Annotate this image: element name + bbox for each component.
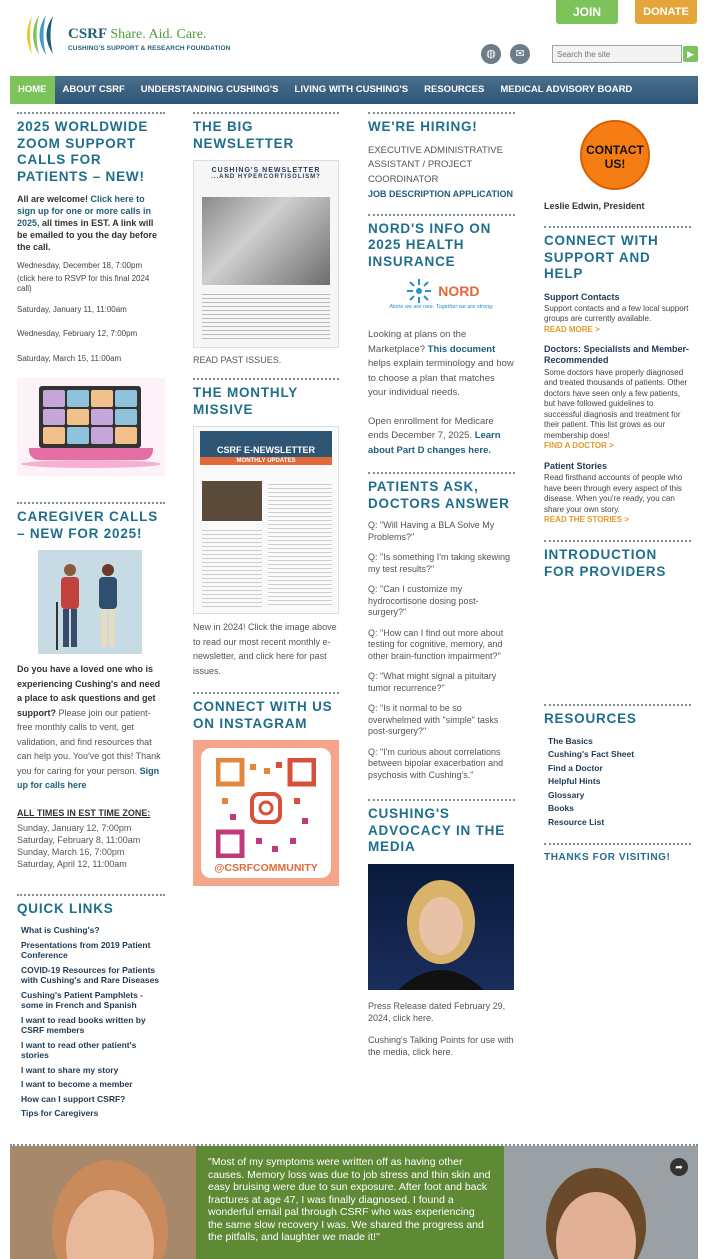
qr-code-icon <box>216 758 316 858</box>
globe-icon[interactable]: ◍ <box>481 44 501 64</box>
question-link[interactable]: Q: "What might signal a pituitary tumor recurrence?" <box>368 671 497 693</box>
quick-link[interactable]: I want to read other patient's stories <box>21 1039 137 1060</box>
resources-heading: RESOURCES <box>544 704 691 728</box>
monthly-body: New in 2024! Click the image above to read our most recent monthly e-newsletter, and click here for past issues. <box>193 622 337 676</box>
big-newsletter-heading: THE BIG NEWSLETTER <box>193 112 339 152</box>
logo-subtitle: CUSHING'S SUPPORT & RESEARCH FOUNDATION <box>68 45 231 52</box>
connect-heading: CONNECT WITH SUPPORT AND HELP <box>544 226 691 283</box>
newsletter-cover-subtitle: ...AND HYPERCORTISOLISM? <box>211 174 321 180</box>
caregiver-calls-heading: CAREGIVER CALLS – NEW FOR 2025! <box>17 502 165 542</box>
logo-name: CSRF Share. Aid. Care. <box>68 26 207 42</box>
column-newsletters <box>193 112 339 886</box>
zoom-calls-heading: 2025 WORLDWIDE ZOOM SUPPORT CALLS FOR PATIENTS – NEW! <box>17 112 165 185</box>
nord-tagline: Alone we are rare. Together we are strong. <box>389 304 494 310</box>
call-date: Saturday, March 15, 11:00am <box>17 353 122 363</box>
zoom-laptop-image <box>17 378 165 476</box>
question-link[interactable]: Q: "I'm curious about correlations between bipolar exacerbation and psychosis with Cushing's." <box>368 746 504 780</box>
advocate-photo <box>368 864 514 990</box>
video-grid <box>39 386 141 448</box>
quick-links-heading: QUICK LINKS <box>17 894 165 918</box>
resource-link[interactable]: Cushing's Fact Sheet <box>548 749 635 759</box>
newsletter-cover-title: CUSHING'S NEWSLETTER <box>211 167 321 174</box>
quick-link[interactable]: I want to read books written by CSRF members <box>21 1014 146 1035</box>
caregiver-body: Do you have a loved one who is experiencing Cushing's and need a place to ask questions and get support? Please join our patient-free monthly calls to vent, get validation, and find resources that can help you. You've got this! Thank you for caring for your person. Sign up for calls here <box>17 664 161 790</box>
quick-link[interactable]: How can I support CSRF? <box>21 1093 126 1104</box>
quick-link[interactable]: I want to share my story <box>21 1064 119 1075</box>
nav-home[interactable]: HOME <box>10 76 55 104</box>
enewsletter-title: CSRF E-NEWSLETTER <box>200 431 332 457</box>
nav-living[interactable]: LIVING WITH CUSHING'S <box>294 84 409 95</box>
caregiver-signup-link[interactable]: Sign up for calls here <box>17 765 160 790</box>
caregiver-date: Sunday, January 12, 7:00pm <box>17 822 132 833</box>
support-contacts-heading: Support Contacts <box>544 291 620 302</box>
site-header <box>0 0 708 76</box>
president-name: Leslie Edwin, President <box>544 201 645 211</box>
quick-link[interactable]: What is Cushing's? <box>21 925 100 935</box>
instagram-handle: @CSRFCOMMUNITY <box>214 862 318 874</box>
newsletter-text-block <box>202 291 330 341</box>
nav-understanding[interactable]: UNDERSTANDING CUSHING'S <box>140 84 279 95</box>
logo-tagline: Share. Aid. Care. <box>110 27 207 42</box>
caregivers-image <box>38 550 142 654</box>
resource-link[interactable]: Find a Doctor <box>548 762 603 773</box>
hiring-heading: WE'RE HIRING! <box>368 112 515 136</box>
search-box <box>552 45 698 63</box>
testimonial-photo-right <box>504 1146 698 1259</box>
column-zoom-calls <box>17 112 165 1123</box>
talking-points-link[interactable]: Cushing's Talking Points for use with the media, click here. <box>368 1034 514 1057</box>
find-doctor-link[interactable]: FIND A DOCTOR > <box>544 441 614 450</box>
call-date: Saturday, January 11, 11:00am <box>17 304 127 314</box>
read-past-issues-link[interactable]: READ PAST ISSUES. <box>193 355 282 365</box>
nav-medical-board[interactable]: MEDICAL ADVISORY BOARD <box>500 84 633 95</box>
search-submit-icon[interactable]: ▶ <box>683 46 698 62</box>
enewsletter-photo <box>202 481 262 521</box>
providers-heading[interactable]: INTRODUCTION FOR PROVIDERS <box>544 540 691 580</box>
nord-burst-icon <box>403 278 435 304</box>
question-link[interactable]: Q: "Will Having a BLA Solve My Problems?" <box>368 520 495 542</box>
patients-ask-heading: PATIENTS ASK, DOCTORS ANSWER <box>368 472 515 512</box>
share-icon[interactable]: ➦ <box>670 1158 688 1176</box>
zoom-signup-link[interactable]: Click here to sign up for one or more calls in 2025, <box>17 194 152 228</box>
stories-heading: Patient Stories <box>544 461 608 471</box>
question-link[interactable]: Q: "Is something I'm taking skewing my test results?" <box>368 552 510 574</box>
stories-body: Read firsthand accounts of people who have been through every aspect of this disease. When you're ready, you can share your own story. <box>544 473 683 514</box>
nav-about[interactable]: ABOUT CSRF <box>62 84 125 95</box>
read-stories-link[interactable]: READ THE STORIES > <box>544 515 629 524</box>
doctors-heading: Doctors: Specialists and Member-Recommended <box>544 343 690 365</box>
resource-link[interactable]: Glossary <box>548 789 585 800</box>
join-button[interactable]: JOIN <box>556 0 618 24</box>
donate-button[interactable]: DONATE <box>635 0 697 24</box>
enewsletter-subtitle: MONTHLY UPDATES <box>200 457 332 465</box>
column-support <box>544 112 691 875</box>
logo-swoosh-icon <box>22 12 64 58</box>
newsletter-cover-image[interactable] <box>193 160 339 348</box>
nord-body: Looking at plans on the Marketplace? This document helps explain terminology and how to choose a plan that matches your individual needs. <box>368 329 514 398</box>
caregiver-date: Saturday, April 12, 11:00am <box>17 858 127 869</box>
instagram-heading: CONNECT WITH US ON INSTAGRAM <box>193 692 339 732</box>
call-date: Wednesday, February 12, 7:00pm <box>17 329 138 338</box>
testimonial-carousel <box>10 1144 698 1259</box>
quick-link[interactable]: Tips for Caregivers <box>21 1108 99 1118</box>
nord-logo[interactable] <box>368 278 515 322</box>
email-icon[interactable]: ✉ <box>510 44 530 64</box>
testimonial-quote: "Most of my symptoms were written off as having other causes. Memory loss was due to job stress and thin skin and easy bruising were due to sun exposure. After foot and back fractures at age 47, I was finally diagnosed. I found a wonderful email pal through CSRF who was experiencing the same slow recovery I was. We shared the progress and the pitfalls, and laughter we made it!" <box>196 1146 504 1259</box>
contact-us-button[interactable]: CONTACT US! <box>580 120 650 190</box>
question-link[interactable]: Q: "How can I find out more about testing for cognitive, memory, and other brain-function impairment?" <box>368 627 504 661</box>
csrf-logo[interactable] <box>22 10 231 60</box>
job-description-link[interactable]: JOB DESCRIPTION APPLICATION <box>368 189 514 199</box>
zoom-intro: All are welcome! Click here to sign up for one or more calls in 2025, all times in EST. A link will be emailed to you the day before the call. <box>17 194 158 252</box>
search-input[interactable] <box>552 45 682 63</box>
rsvp-link[interactable]: (click here to RSVP for this final 2024 call) <box>17 273 150 293</box>
press-release-link[interactable]: Press Release dated February 29, 2024, click here. <box>368 1000 506 1023</box>
support-contacts-body: Support contacts and a few local support groups are currently available. <box>544 303 689 323</box>
quick-link[interactable]: I want to become a member <box>21 1079 133 1089</box>
enewsletter-cover-image[interactable] <box>193 426 339 614</box>
resource-link[interactable]: Books <box>548 803 574 813</box>
person-icon <box>94 562 122 652</box>
medicare-body: Open enrollment for Medicare ends December 7, 2025. Learn about Part D changes here. <box>368 415 501 456</box>
nord-wordmark: NORD <box>438 283 480 299</box>
quick-link[interactable]: Presentations from 2019 Patient Conference <box>21 939 151 960</box>
instagram-qr-image[interactable] <box>193 740 339 886</box>
call-date: Wednesday, December 18, 7:00pm <box>17 261 143 270</box>
main-nav <box>10 76 698 104</box>
advocacy-heading: CUSHING'S ADVOCACY IN THE MEDIA <box>368 799 515 856</box>
nav-resources[interactable]: RESOURCES <box>424 84 485 95</box>
question-link[interactable]: Q: "Can I customize my hydrocortisone dosing post-surgery?" <box>368 584 479 617</box>
timezone-heading: ALL TIMES IN EST TIME ZONE: <box>17 807 151 818</box>
read-more-link[interactable]: READ MORE > <box>544 324 600 334</box>
resource-link[interactable]: The Basics <box>548 735 593 746</box>
nord-document-link[interactable]: This document <box>427 343 496 355</box>
testimonial-photo-left <box>10 1146 196 1259</box>
person-icon <box>56 562 84 652</box>
column-news <box>368 112 515 1058</box>
hiring-role: EXECUTIVE ADMINISTRATIVE ASSISTANT / PROJECT COORDINATOR <box>368 144 503 185</box>
caregiver-date: Saturday, February 8, 11:00am <box>17 834 141 845</box>
nord-heading: NORD'S INFO ON 2025 HEALTH INSURANCE <box>368 214 515 271</box>
quick-link[interactable]: Cushing's Patient Pamphlets - some in French and Spanish <box>21 989 143 1010</box>
quick-link[interactable]: COVID-19 Resources for Patients with Cushing's and Rare Diseases <box>21 964 160 985</box>
thanks-heading: THANKS FOR VISITING! <box>544 843 691 867</box>
resource-link[interactable]: Resource List <box>548 816 605 827</box>
newsletter-collage <box>202 197 330 285</box>
part-d-link[interactable]: Learn about Part D changes here. <box>368 430 501 456</box>
question-link[interactable]: Q: "Is it normal to be so overwhelmed with "simple" tasks post-surgery?" <box>368 703 499 736</box>
caregiver-date: Sunday, March 16, 7:00pm <box>17 846 125 857</box>
doctors-body: Some doctors have properly diagnosed and treated thousands of patients. Other doctors have seen only a few patients, but have followed guidelines to successful diagnosis and treatment for their patient. This list grows as our membership does! <box>544 367 688 440</box>
monthly-missive-heading: THE MONTHLY MISSIVE <box>193 378 339 418</box>
resource-link[interactable]: Helpful Hints <box>548 776 601 786</box>
